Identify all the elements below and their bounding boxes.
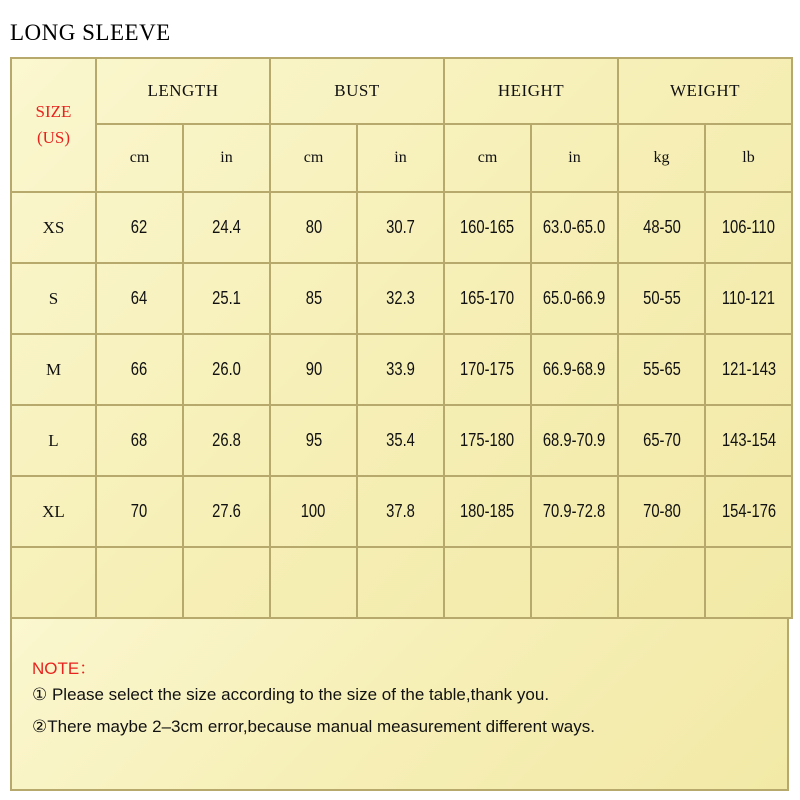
size-header-region: (US) (36, 128, 71, 147)
value-cell (183, 263, 270, 334)
value-text: 110-121 (721, 288, 776, 308)
empty-cell (270, 547, 357, 618)
table-row (11, 476, 792, 547)
value-text: 26.8 (212, 430, 241, 450)
value-text: 100 (301, 501, 326, 521)
unit-header-row (11, 124, 792, 192)
value-cell (183, 192, 270, 263)
empty-cell (531, 547, 618, 618)
value-cell (96, 263, 183, 334)
value-cell (444, 263, 531, 334)
value-cell (444, 405, 531, 476)
value-cell (531, 192, 618, 263)
value-cell (357, 405, 444, 476)
unit-header-cell: in (357, 124, 444, 192)
empty-cell (444, 547, 531, 618)
unit-header-cell: cm (96, 124, 183, 192)
value-text: 30.7 (386, 217, 415, 237)
value-text: 70.9-72.8 (543, 501, 606, 521)
value-text: 25.1 (212, 288, 241, 308)
value-cell (444, 334, 531, 405)
value-text: 26.0 (212, 359, 241, 379)
value-cell (96, 405, 183, 476)
value-text: 106-110 (721, 217, 776, 237)
table-row (11, 334, 792, 405)
value-cell (618, 405, 705, 476)
size-header-label: SIZE (35, 102, 72, 121)
page-title: LONG SLEEVE (10, 20, 171, 45)
value-cell (357, 263, 444, 334)
unit-header-cell: in (183, 124, 270, 192)
value-cell (705, 334, 792, 405)
value-text: 70-80 (642, 501, 681, 521)
value-text: 154-176 (721, 501, 776, 521)
value-text: 66.9-68.9 (543, 359, 606, 379)
value-text: 24.4 (212, 217, 241, 237)
size-label: S (11, 263, 96, 334)
table-row (11, 405, 792, 476)
value-cell (618, 476, 705, 547)
value-cell (357, 334, 444, 405)
value-text: 90 (305, 359, 322, 379)
value-text: 68.9-70.9 (543, 430, 606, 450)
value-cell (183, 476, 270, 547)
value-text: 65.0-66.9 (543, 288, 606, 308)
value-text: 35.4 (386, 430, 415, 450)
empty-cell (96, 547, 183, 618)
size-header-cell (11, 58, 96, 192)
size-label: M (11, 334, 96, 405)
note-line-2: ②There maybe 2–3cm error,because manual measurement different ways. (32, 717, 595, 736)
value-cell (531, 263, 618, 334)
value-cell (705, 476, 792, 547)
value-text: 170-175 (460, 359, 515, 379)
note-box (10, 617, 789, 791)
empty-cell (618, 547, 705, 618)
value-cell (531, 405, 618, 476)
value-cell (444, 476, 531, 547)
value-text: 66 (131, 359, 148, 379)
value-text: 160-165 (460, 217, 515, 237)
value-text: 70 (131, 501, 148, 521)
size-chart-table (10, 57, 793, 619)
table-body (11, 192, 792, 547)
size-label: L (11, 405, 96, 476)
group-header-length: LENGTH (96, 58, 270, 124)
value-text: 165-170 (460, 288, 515, 308)
value-text: 68 (131, 430, 148, 450)
value-text: 33.9 (386, 359, 415, 379)
value-text: 37.8 (386, 501, 415, 521)
note-line-1: ① Please select the size according to the size of the table,thank you. (32, 685, 550, 704)
unit-header-cell: cm (444, 124, 531, 192)
unit-header-cell: cm (270, 124, 357, 192)
value-cell (270, 476, 357, 547)
empty-cell (183, 547, 270, 618)
value-cell (444, 192, 531, 263)
unit-header-cell: kg (618, 124, 705, 192)
table-row (11, 192, 792, 263)
value-cell (270, 334, 357, 405)
unit-header-cell: lb (705, 124, 792, 192)
unit-header-cell: in (531, 124, 618, 192)
value-cell (96, 334, 183, 405)
empty-cell (705, 547, 792, 618)
value-text: 64 (131, 288, 148, 308)
value-text: 175-180 (460, 430, 515, 450)
value-cell (618, 192, 705, 263)
value-text: 80 (305, 217, 322, 237)
value-cell (618, 263, 705, 334)
value-cell (270, 263, 357, 334)
value-cell (96, 476, 183, 547)
empty-cell (357, 547, 444, 618)
group-header-row (11, 58, 792, 124)
value-text: 121-143 (721, 359, 776, 379)
note-title: NOTE： (32, 659, 97, 678)
value-cell (531, 476, 618, 547)
value-text: 95 (305, 430, 322, 450)
value-text: 48-50 (642, 217, 681, 237)
value-cell (705, 192, 792, 263)
table-row (11, 263, 792, 334)
value-cell (270, 405, 357, 476)
value-text: 27.6 (212, 501, 241, 521)
empty-row (11, 547, 792, 618)
group-header-weight: WEIGHT (618, 58, 792, 124)
group-header-height: HEIGHT (444, 58, 618, 124)
value-cell (531, 334, 618, 405)
value-cell (357, 192, 444, 263)
value-cell (618, 334, 705, 405)
value-cell (357, 476, 444, 547)
group-header-bust: BUST (270, 58, 444, 124)
value-text: 50-55 (642, 288, 681, 308)
size-label: XS (11, 192, 96, 263)
value-text: 63.0-65.0 (543, 217, 606, 237)
value-cell (183, 334, 270, 405)
value-cell (705, 263, 792, 334)
value-cell (183, 405, 270, 476)
value-cell (705, 405, 792, 476)
value-text: 85 (305, 288, 322, 308)
value-text: 55-65 (642, 359, 681, 379)
value-cell (96, 192, 183, 263)
value-cell (270, 192, 357, 263)
value-text: 143-154 (721, 430, 776, 450)
value-text: 180-185 (460, 501, 515, 521)
value-text: 62 (131, 217, 148, 237)
value-text: 32.3 (386, 288, 415, 308)
empty-cell (11, 547, 96, 618)
value-text: 65-70 (642, 430, 681, 450)
size-label: XL (11, 476, 96, 547)
